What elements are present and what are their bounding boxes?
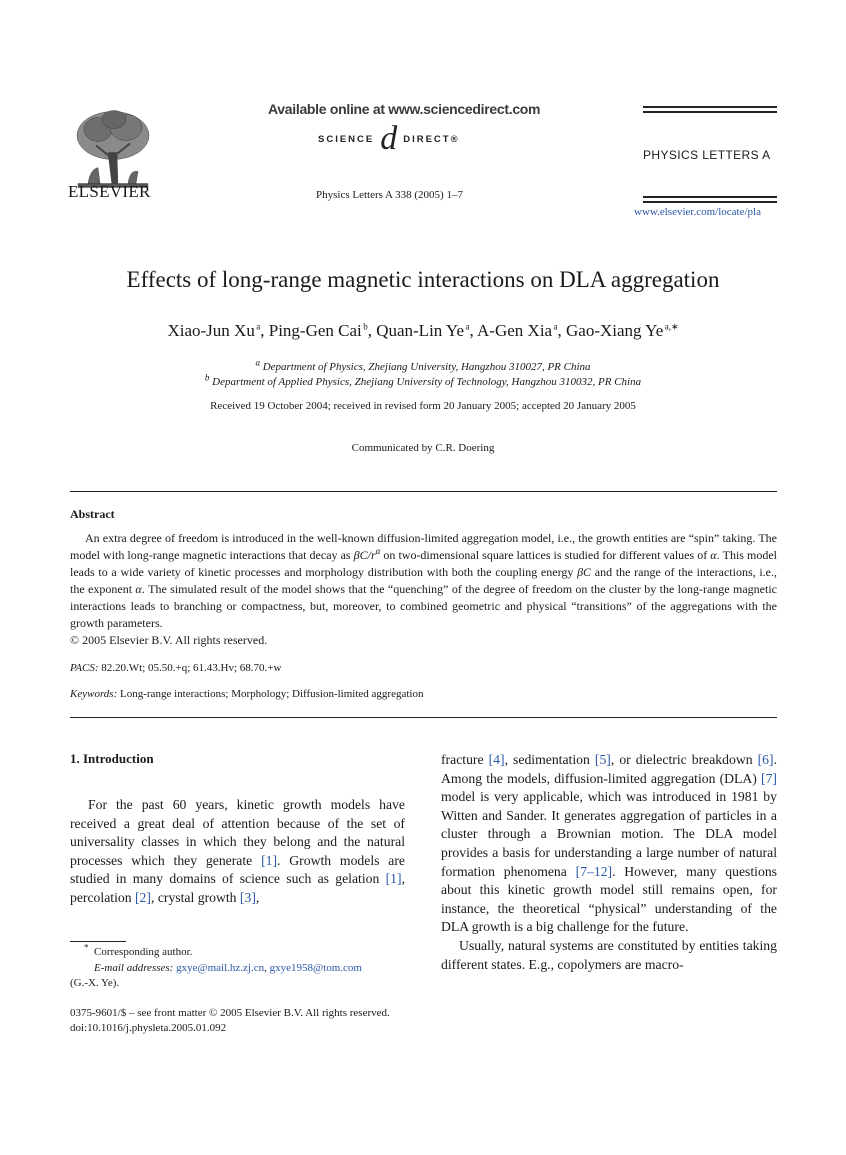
body-text: , bbox=[255, 889, 260, 905]
body-column-right bbox=[441, 751, 777, 974]
body-column-left bbox=[70, 796, 405, 908]
author-name: Gao-Xiang Ye bbox=[566, 321, 664, 340]
doi-line: doi:10.1016/j.physleta.2005.01.092 bbox=[70, 1022, 227, 1034]
affiliation bbox=[0, 372, 846, 388]
author-aff-mark: a,∗ bbox=[664, 321, 679, 332]
email-link[interactable]: gxye@mail.hz.zj.cn bbox=[176, 962, 265, 974]
header-rule bbox=[643, 106, 777, 108]
citation-link[interactable]: [4] bbox=[488, 752, 505, 767]
abstract-math: α bbox=[135, 582, 142, 596]
sd-direct-text: DIRECT® bbox=[403, 133, 460, 145]
keywords-label: Keywords: bbox=[70, 688, 118, 700]
body-text: , percolation bbox=[70, 871, 405, 905]
journal-reference: Physics Letters A 338 (2005) 1–7 bbox=[316, 189, 463, 201]
pacs-label: PACS: bbox=[70, 662, 99, 674]
email-separator: , bbox=[264, 962, 270, 974]
header-rule bbox=[643, 196, 777, 198]
abstract-math: α bbox=[710, 548, 717, 562]
abstract-heading: Abstract bbox=[70, 507, 115, 521]
journal-url-link[interactable]: www.elsevier.com/locate/pla bbox=[634, 206, 761, 218]
communicated-by: Communicated by C.R. Doering bbox=[351, 442, 495, 454]
affiliation-mark: a bbox=[255, 357, 260, 368]
author-name: Xiao-Jun Xu bbox=[167, 321, 255, 340]
keywords-value: Long-range interactions; Morphology; Diffusion-limited aggregation bbox=[120, 688, 424, 700]
article-title: Effects of long-range magnetic interactions on DLA aggregation bbox=[126, 267, 720, 292]
citation-link[interactable]: [6] bbox=[757, 752, 774, 767]
affiliation-text: Department of Physics, Zhejiang University, Hangzhou 310027, PR China bbox=[262, 361, 591, 373]
abstract-math: α bbox=[375, 546, 381, 556]
abstract-bottom-rule bbox=[70, 717, 777, 718]
citation-link[interactable]: [2] bbox=[135, 889, 151, 905]
header-rule bbox=[643, 201, 777, 203]
footnote-owner: (G.-X. Ye). bbox=[70, 977, 120, 989]
body-text: , crystal growth bbox=[150, 889, 240, 905]
body-text: For the past 60 years, kinetic growth models have received a great deal of attention because of the set of universality classes in which they belong and the natural processes which they generate bbox=[70, 797, 405, 868]
author-aff-mark: a bbox=[553, 321, 558, 332]
abstract-math: βC bbox=[577, 565, 592, 579]
body-paragraph bbox=[441, 751, 777, 937]
body-text: , or dielectric breakdown bbox=[610, 752, 758, 767]
keywords-line bbox=[70, 688, 423, 700]
body-text: , sedimentation bbox=[504, 752, 595, 767]
abstract-copyright: © 2005 Elsevier B.V. All rights reserved. bbox=[70, 633, 268, 647]
body-text: fracture bbox=[441, 752, 489, 767]
sciencedirect-logo bbox=[318, 120, 460, 157]
abstract-top-rule bbox=[70, 491, 777, 492]
citation-link[interactable]: [3] bbox=[239, 889, 256, 905]
header-rule bbox=[643, 111, 777, 113]
affiliation bbox=[0, 357, 846, 373]
affiliation-text: Department of Applied Physics, Zhejiang University of Technology, Hangzhou 310032, PR China bbox=[212, 376, 642, 388]
body-text: . Among the models, diffusion-limited aggregation (DLA) bbox=[441, 752, 777, 786]
publisher-wordmark: ELSEVIER bbox=[68, 182, 151, 201]
footnote-corresponding bbox=[84, 942, 193, 958]
author-aff-mark: a bbox=[465, 321, 470, 332]
footnote-text: Corresponding author. bbox=[94, 946, 193, 958]
abstract-math: βC/r bbox=[353, 548, 376, 562]
author-name: Ping-Gen Cai bbox=[268, 321, 362, 340]
sd-science-text: SCIENCE bbox=[318, 133, 375, 145]
affiliation-mark: b bbox=[204, 372, 210, 383]
abstract-text bbox=[70, 530, 777, 632]
body-text: model is very applicable, which was introduced in 1981 by Witten and Sander. It generates aggregation of particles in a cluster through a Brownian motion. The DLA model provides a basis for understanding a large number of natural formation phenomena bbox=[441, 789, 777, 879]
author-aff-mark: b bbox=[363, 321, 368, 332]
abstract-segment: . This model leads to a wide variety of kinetic processes and morphology distribution with both the coupling energy bbox=[70, 548, 777, 579]
body-text: . However, many questions about this kinetic growth model still remains open, for instance, the theoretical “physical” understanding of the DLA growth is a big challenge for the future. bbox=[441, 863, 777, 935]
footnote-mark: * bbox=[84, 942, 89, 953]
author-name: A-Gen Xia bbox=[477, 321, 553, 340]
sd-d-icon: d bbox=[380, 120, 398, 157]
available-online-text: Available online at www.sciencedirect.com bbox=[268, 101, 541, 117]
abstract-segment: and the range of the interactions, i.e., the exponent bbox=[70, 565, 777, 596]
author-aff-mark: a bbox=[256, 321, 261, 332]
section-heading: 1. Introduction bbox=[70, 751, 154, 766]
pacs-value: 82.20.Wt; 05.50.+q; 61.43.Hv; 68.70.+w bbox=[101, 662, 282, 674]
body-text: . Growth models are studied in many domains of science such as gelation bbox=[70, 852, 405, 887]
footnote-rule bbox=[70, 941, 126, 942]
email-link[interactable]: gxye1958@tom.com bbox=[269, 962, 362, 974]
citation-link[interactable]: [7] bbox=[761, 770, 777, 786]
journal-name: PHYSICS LETTERS A bbox=[643, 148, 771, 162]
body-paragraph: Usually, natural systems are constituted by entities taking different states. E.g., copolymers are macro- bbox=[441, 937, 777, 972]
citation-link[interactable]: [1] bbox=[385, 871, 402, 887]
pacs-line bbox=[70, 662, 281, 674]
email-label: E-mail addresses: bbox=[94, 962, 174, 974]
author-list: Xiao-Jun Xu $^a$, Ping-Gen Cai $^b$, Quan-Lin Ye $^a$, A-Gen Xia $^a$, Gao-Xiang Ye $^{a,∗}$ bbox=[167, 321, 679, 340]
author-name: Quan-Lin Ye bbox=[376, 321, 465, 340]
citation-link[interactable]: [7–12] bbox=[575, 863, 613, 879]
issn-line: 0375-9601/$ – see front matter © 2005 Elsevier B.V. All rights reserved. bbox=[70, 1007, 390, 1019]
received-dates: Received 19 October 2004; received in revised form 20 January 2005; accepted 20 January 2005 bbox=[210, 400, 636, 412]
abstract-segment: on two-dimensional square lattices is studied for different values of bbox=[380, 548, 711, 562]
citation-link[interactable]: [5] bbox=[594, 752, 611, 767]
citation-link[interactable]: [1] bbox=[261, 852, 278, 868]
footnote-emails bbox=[94, 962, 362, 974]
abstract-segment: . The simulated result of the model shows that the “quenching” of the degree of freedom on the cluster by the long-range magnetic interactions leads to branching or compactness, but, moreover, to combined geometric and physical “transitions” of the aggregations with the growth parameters. bbox=[70, 582, 777, 630]
abstract-segment: An extra degree of freedom is introduced in the well-known diffusion-limited aggregation model, i.e., the growth entities are “spin” taking. The model with long-range magnetic interactions that decay as bbox=[70, 531, 777, 562]
